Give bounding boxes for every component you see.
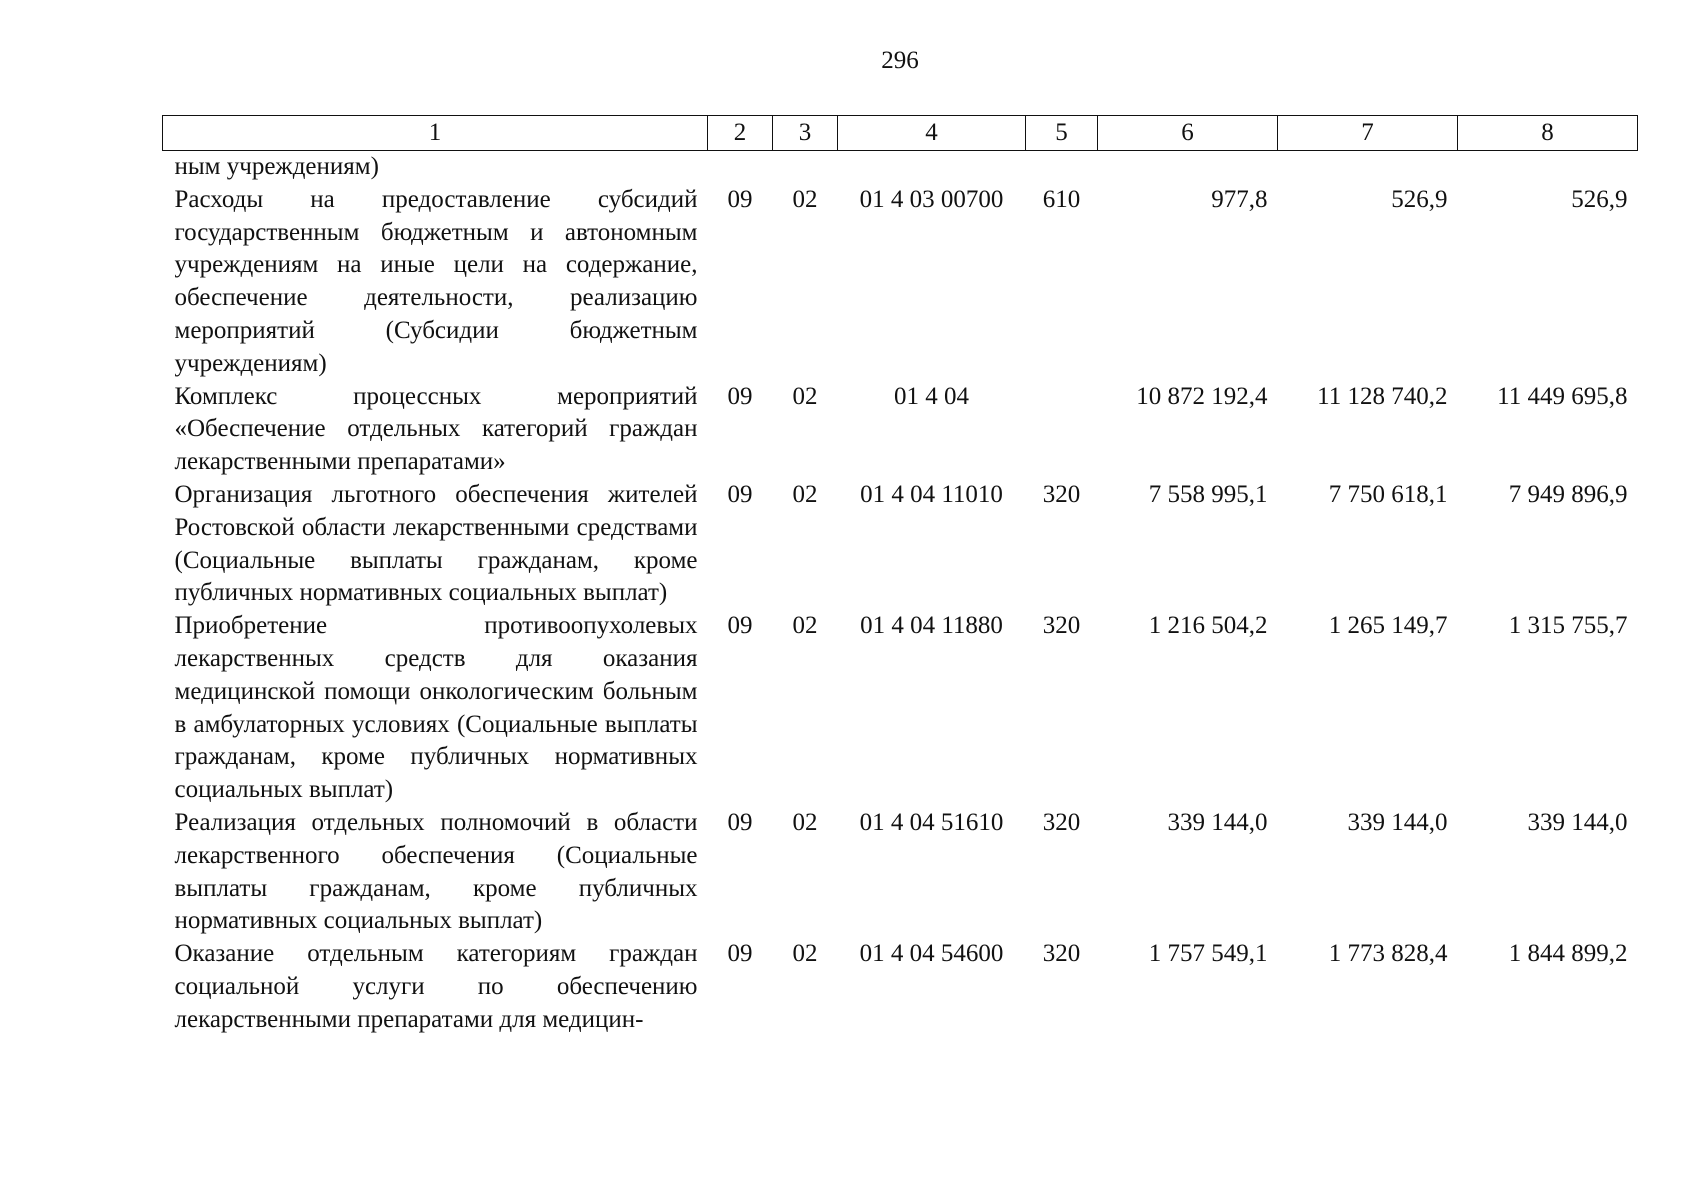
- table-body: [163, 151, 1638, 1037]
- row-expense-type: [1026, 381, 1098, 479]
- row-amount-col-6: 1 757 549,1: [1148, 940, 1268, 968]
- row-section-code: 09: [727, 382, 753, 410]
- row-amount-col-7: 1 773 828,4: [1328, 940, 1448, 968]
- row-amount-col-6: 1 216 504,2: [1148, 612, 1268, 640]
- row-amount-col-8: [1458, 151, 1638, 184]
- row-description: Приобретение противоопухолевых лекарственных средств для оказания медицинской помощи онкологическим больным в амбулаторных условиях (Социальные выплаты гражданам, кроме публичных нормативных социальных выплат): [174, 612, 698, 804]
- header-col-2: 2: [708, 116, 773, 151]
- row-description: ным учреждениям): [174, 153, 379, 180]
- row-expense-type: 320: [1042, 940, 1081, 968]
- row-target-article: 01 4 03 00700: [859, 185, 1004, 213]
- row-expense-type: 610: [1042, 185, 1081, 213]
- row-subsection-code: [773, 151, 838, 184]
- header-col-1: 1: [163, 116, 708, 151]
- row-target-article: 01 4 04: [894, 382, 969, 410]
- row-section-code: 09: [727, 808, 753, 836]
- row-expense-type: 320: [1042, 612, 1081, 640]
- header-col-3: 3: [773, 116, 838, 151]
- page-number: 296: [881, 47, 919, 74]
- row-expense-type: 320: [1042, 808, 1081, 836]
- row-section-code: 09: [727, 612, 753, 640]
- table-header: [163, 116, 1638, 151]
- row-amount-col-7: 526,9: [1391, 185, 1448, 213]
- row-description: Оказание отдельным категориям граждан социальной услуги по обеспечению лекарственными препаратами для медицин-: [174, 940, 698, 1033]
- header-col-7: 7: [1278, 116, 1458, 151]
- row-subsection-code: 02: [792, 612, 818, 640]
- row-amount-col-6: 339 144,0: [1167, 808, 1268, 836]
- row-expense-type: 320: [1042, 480, 1081, 508]
- row-description: Комплекс процессных мероприятий «Обеспечение отдельных категорий граждан лекарственными препаратами»: [174, 382, 698, 476]
- row-amount-col-8: 526,9: [1571, 185, 1628, 213]
- row-amount-col-8: 11 449 695,8: [1497, 382, 1628, 410]
- row-amount-col-8: 7 949 896,9: [1508, 480, 1628, 508]
- header-col-6: 6: [1098, 116, 1278, 151]
- row-target-article: [838, 151, 1026, 184]
- row-section-code: 09: [727, 940, 753, 968]
- header-col-8: 8: [1458, 116, 1638, 151]
- table-row: [163, 381, 1638, 479]
- row-subsection-code: 02: [792, 382, 818, 410]
- row-amount-col-6: [1098, 151, 1278, 184]
- row-subsection-code: 02: [792, 808, 818, 836]
- row-amount-col-8: 339 144,0: [1527, 808, 1628, 836]
- row-amount-col-6: 7 558 995,1: [1148, 480, 1268, 508]
- row-amount-col-7: 339 144,0: [1347, 808, 1448, 836]
- row-amount-col-8: 1 315 755,7: [1508, 612, 1628, 640]
- row-description: Реализация отдельных полномочий в области лекарственного обеспечения (Социальные выплаты гражданам, кроме публичных нормативных социальных выплат): [174, 808, 698, 935]
- row-target-article: 01 4 04 51610: [859, 808, 1004, 836]
- row-target-article: 01 4 04 54600: [859, 940, 1004, 968]
- row-amount-col-7: [1278, 151, 1458, 184]
- table-row: [163, 938, 1638, 1036]
- row-description: Организация льготного обеспечения жителей Ростовской области лекарственными средствами (Социальные выплаты гражданам, кроме публичных нормативных социальных выплат): [174, 480, 698, 607]
- row-subsection-code: 02: [792, 185, 818, 213]
- header-row: [163, 116, 1638, 151]
- row-subsection-code: 02: [792, 480, 818, 508]
- row-target-article: 01 4 04 11880: [860, 612, 1003, 640]
- header-col-5: 5: [1026, 116, 1098, 151]
- row-amount-col-7: 1 265 149,7: [1328, 612, 1448, 640]
- row-section-code: 09: [727, 185, 753, 213]
- table-row: [163, 479, 1638, 610]
- row-amount-col-6: 10 872 192,4: [1136, 382, 1268, 410]
- row-subsection-code: 02: [792, 940, 818, 968]
- table-row: [163, 184, 1638, 381]
- budget-table: [162, 115, 1638, 1037]
- row-section-code: [708, 151, 773, 184]
- table-row: [163, 610, 1638, 807]
- header-col-4: 4: [838, 116, 1026, 151]
- table-row: [163, 151, 1638, 184]
- row-section-code: 09: [727, 480, 753, 508]
- row-description: Расходы на предоставление субсидий государственным бюджетным и автономным учреждениям на иные цели на содержание, обеспечение деятельности, реализацию мероприятий (Субсидии бюджетным учреждениям): [174, 185, 698, 377]
- row-amount-col-7: 11 128 740,2: [1317, 382, 1448, 410]
- row-amount-col-7: 7 750 618,1: [1328, 480, 1448, 508]
- row-target-article: 01 4 04 11010: [860, 480, 1003, 508]
- table-row: [163, 807, 1638, 938]
- row-expense-type: [1026, 151, 1098, 184]
- row-amount-col-6: 977,8: [1211, 185, 1268, 213]
- row-amount-col-8: 1 844 899,2: [1508, 940, 1628, 968]
